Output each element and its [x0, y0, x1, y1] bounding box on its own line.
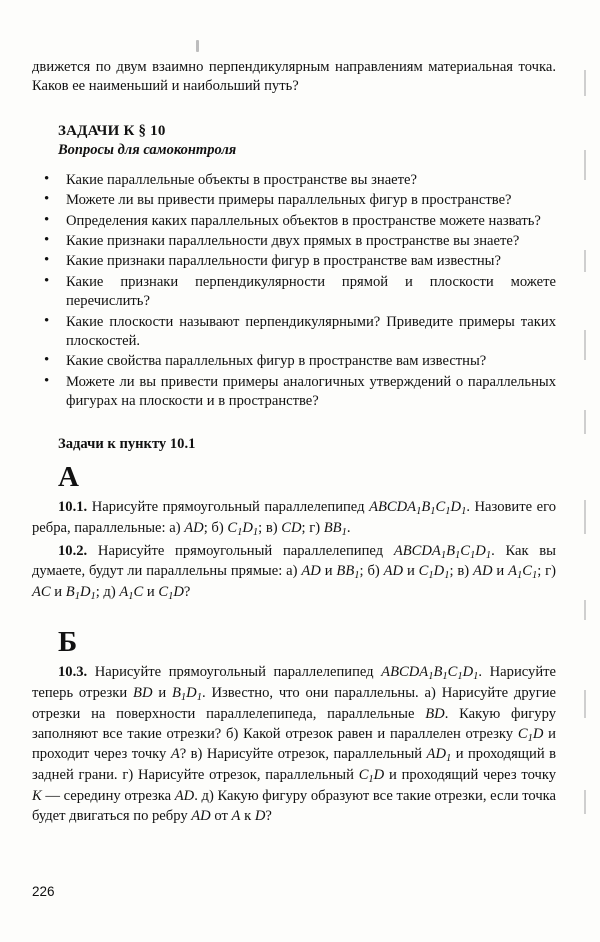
group-letter-b: Б — [58, 626, 78, 659]
list-item: • Можете ли вы привести примеры параллельных фигур в пространстве? — [32, 191, 556, 210]
page-content — [32, 58, 556, 828]
group-letter-a: А — [58, 460, 79, 493]
task-number: 10.1. — [58, 498, 88, 515]
list-item: • Какие признаки параллельности фигур в пространстве вам известны? — [32, 252, 556, 271]
task-body: Нарисуйте прямоугольный параллелепипед $ABCDA_1B_1C_1D_1$. Назовите его ребра, параллельные: а) AD; б) $C_1D_1$; в) CD; г) $BB_1$. — [32, 498, 557, 538]
task-number: 10.3. — [58, 664, 88, 681]
list-item: • Определения каких параллельных объектов в пространстве можете назвать? — [32, 212, 556, 231]
task-10-1 — [32, 498, 556, 540]
task-body: Нарисуйте прямоугольный параллелепипед $ABCDA_1B_1C_1D_1$. Как вы думаете, будут ли параллельны прямые: а) AD и $BB_1$; б) AD и $C_1D_1$; в) AD и $A_1C_1$; г) AC и $B_1D_1$; д) $A_1C$ и $C_1D$? — [32, 542, 557, 603]
intro-paragraph: движется по двум взаимно перпендикулярным направлениям материальная точка. Каков ее наименьший и наибольший путь? — [32, 59, 556, 95]
list-item: • Можете ли вы привести примеры аналогичных утверждений о параллельных фигурах на плоскости и в пространстве? — [32, 373, 556, 412]
list-item: • Какие признаки параллельности двух прямых в пространстве вы знаете? — [32, 232, 556, 251]
task-body: Нарисуйте прямоугольный параллелепипед $ABCDA_1B_1C_1D_1$. Нарисуйте теперь отрезки BD и $B_1D_1$. Известно, что они параллельны. а) Нарисуйте другие отрезки на поверхности параллелепипеда, параллельные BD. Какую фигуру заполняют все такие отрезки? б) Какой отрезок равен и параллелен отрезку $C_1D$ и проходит через точку A? в) Нарисуйте отрезок, параллельный $AD_1$ и проходящий в задней грани. г) Нарисуйте отрезок, параллельный $C_1D$ и проходящий через точку K — середину отрезка AD. д) Какую фигуру образуют все такие отрезки, если точка будет двигаться по ребру AD от A к D? — [32, 664, 557, 824]
page-edge-marks — [580, 0, 594, 942]
task-10-2 — [32, 542, 556, 605]
list-item: • Какие свойства параллельных фигур в пространстве вам известны? — [32, 352, 556, 371]
page-number: 226 — [32, 884, 55, 899]
section-subtitle: Вопросы для самоконтроля — [58, 141, 237, 158]
self-check-question-list — [32, 171, 556, 412]
list-item: • Какие плоскости называют перпендикулярными? Приведите примеры таких плоскостей. — [32, 313, 556, 352]
task-10-3 — [32, 663, 556, 826]
list-item: • Какие признаки перпендикулярности прямой и плоскости можете перечислить? — [32, 273, 556, 312]
task-number: 10.2. — [58, 542, 88, 559]
subsection-title: Задачи к пункту 10.1 — [58, 435, 196, 452]
section-title: ЗАДАЧИ К § 10 — [58, 122, 166, 139]
list-item: • Какие параллельные объекты в пространстве вы знаете? — [32, 171, 556, 190]
paper-speck — [196, 40, 199, 52]
